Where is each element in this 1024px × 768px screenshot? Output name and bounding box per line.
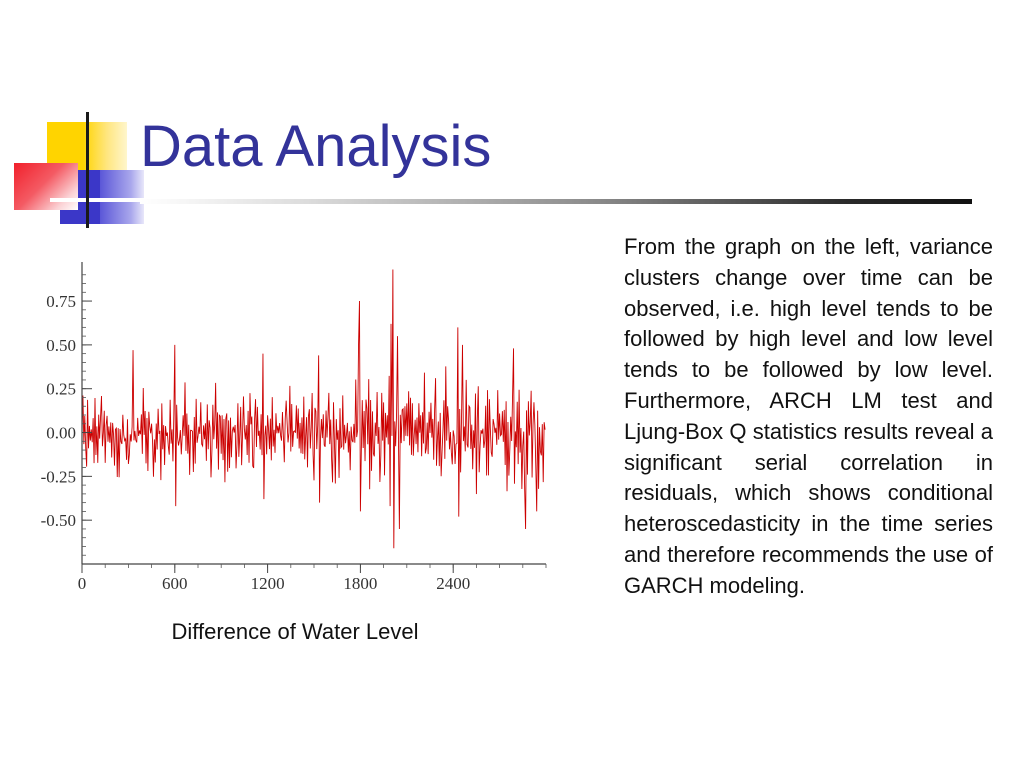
decor-blue-gradient-square-lower (100, 202, 144, 224)
decor-blue-gradient-square (100, 170, 144, 198)
x-tick-label: 600 (162, 574, 188, 593)
x-tick-label: 0 (77, 574, 87, 593)
time-series-chart (20, 258, 560, 598)
decor-red-square (14, 163, 78, 210)
y-tick-label: 0.50 (46, 335, 76, 355)
x-tick-label: 2400 (436, 574, 471, 593)
chart-caption: Difference of Water Level (171, 619, 419, 644)
slide-title: Data Analysis (140, 114, 492, 179)
series-line-difference-of-water-level (82, 270, 545, 549)
y-tick-label: 0.75 (46, 292, 76, 312)
decor-vertical-line (86, 112, 89, 228)
title-underline-rule (140, 199, 972, 204)
y-tick-label: 0.00 (46, 423, 76, 443)
x-tick-label: 1200 (250, 574, 285, 593)
y-tick-label: -0.50 (40, 511, 76, 531)
x-tick-label: 1800 (343, 574, 378, 593)
y-tick-label: 0.25 (46, 379, 76, 399)
series-layer (82, 270, 545, 549)
analysis-paragraph: From the graph on the left, variance clusters change over time can be observed, i.e. high level tends to be followed by high level and low level tends to be followed by low level. Furthermore, ARCH LM test and Ljung-Box Q statistics results reveal a significant serial correlation in residuals, which shows conditional heteroscedasticity in the time series and therefore recommends the use of GARCH modeling. (624, 234, 993, 598)
y-tick-label: -0.25 (40, 467, 76, 487)
